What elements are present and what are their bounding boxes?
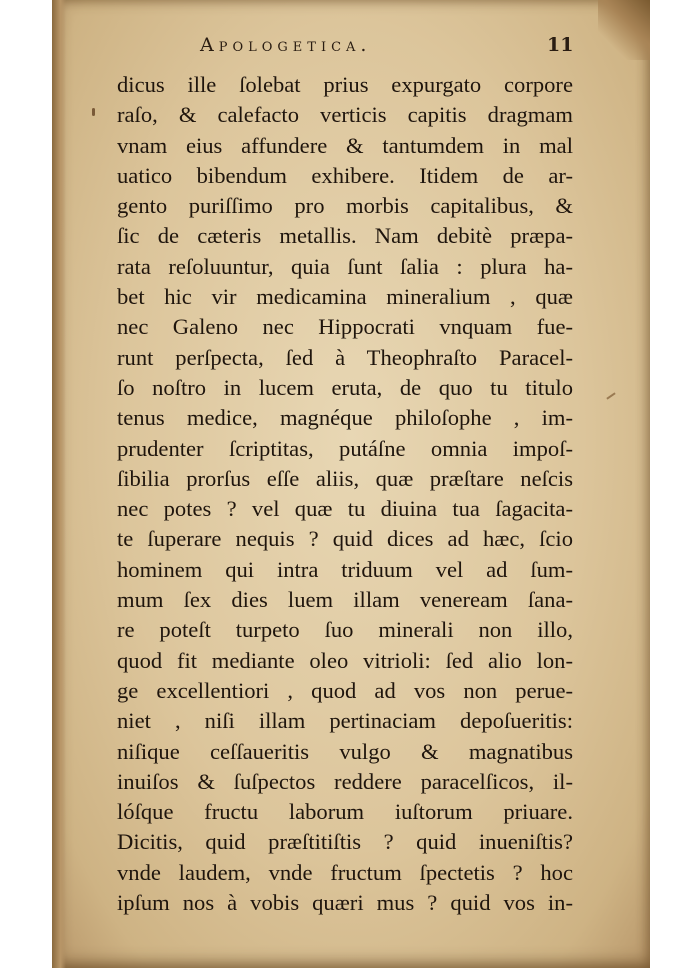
text-line: niſique ceſſaueritis vulgo & magnatibus (117, 738, 573, 764)
text-line: raſo, & calefacto verticis capitis dragmam (117, 102, 573, 128)
text-line: bet hic vir medicamina mineralium , quæ (117, 284, 573, 310)
text-line: re poteſt turpeto ſuo minerali non illo, (117, 617, 573, 643)
text-line: ſo noſtro in lucem eruta, de quo tu titulo (117, 374, 573, 400)
text-line: ge excellentiori , quod ad vos non perue- (117, 677, 573, 703)
text-line: prudenter ſcriptitas, putáſne omnia impoſ- (117, 435, 573, 461)
text-line: ipſum nos à vobis quæri mus ? quid vos in- (117, 890, 573, 916)
text-line: mum ſex dies luem illam veneream ſana- (117, 587, 573, 613)
text-line: ſic de cæteris metallis. Nam debitè præpa- (117, 223, 573, 249)
ink-mark (92, 108, 95, 116)
text-line: te ſuperare nequis ? quid dices ad hæc, ſcio (117, 526, 573, 552)
text-line: ſibilia prorſus eſſe aliis, quæ præſtare neſcis (117, 465, 573, 491)
text-line: dicus ille ſolebat prius expurgato corpore (117, 72, 573, 97)
text-line: rata reſoluuntur, quia ſunt ſalia : plura ha- (117, 253, 573, 279)
text-line: runt perſpecta, ſed à Theophraſto Paracel- (117, 344, 573, 370)
page-header (0, 34, 690, 64)
text-line: lóſque fructu laborum iuſtorum priuare. (117, 799, 573, 825)
running-title: Apologetica. (200, 34, 372, 56)
text-line: inuiſos & ſuſpectos reddere paracelſicos, il- (117, 768, 573, 794)
text-line: uatico bibendum exhibere. Itidem de ar- (117, 162, 573, 188)
text-line: quod fit mediante oleo vitrioli: ſed alio lon- (117, 647, 573, 673)
page-number: 11 (547, 34, 574, 56)
text-line: vnam eius affundere & tantumdem in mal (117, 132, 573, 158)
text-line: nec potes ? vel quæ tu diuina tua ſagacita- (117, 496, 573, 522)
text-line: hominem qui intra triduum vel ad ſum- (117, 556, 573, 582)
text-line: vnde laudem, vnde fructum ſpectetis ? hoc (117, 859, 573, 885)
page-gutter-shadow (52, 0, 66, 968)
text-line: tenus medice, magnéque philoſophe , im- (117, 405, 573, 431)
text-line: gento puriſſimo pro morbis capitalibus, & (117, 193, 573, 219)
text-line: nec Galeno nec Hippocrati vnquam fue- (117, 314, 573, 340)
text-line: Dicitis, quid præſtitiſtis ? quid inueniſtis? (117, 829, 573, 855)
text-line: niet , niſi illam pertinaciam depoſueritis: (117, 708, 573, 734)
body-text (117, 70, 573, 918)
